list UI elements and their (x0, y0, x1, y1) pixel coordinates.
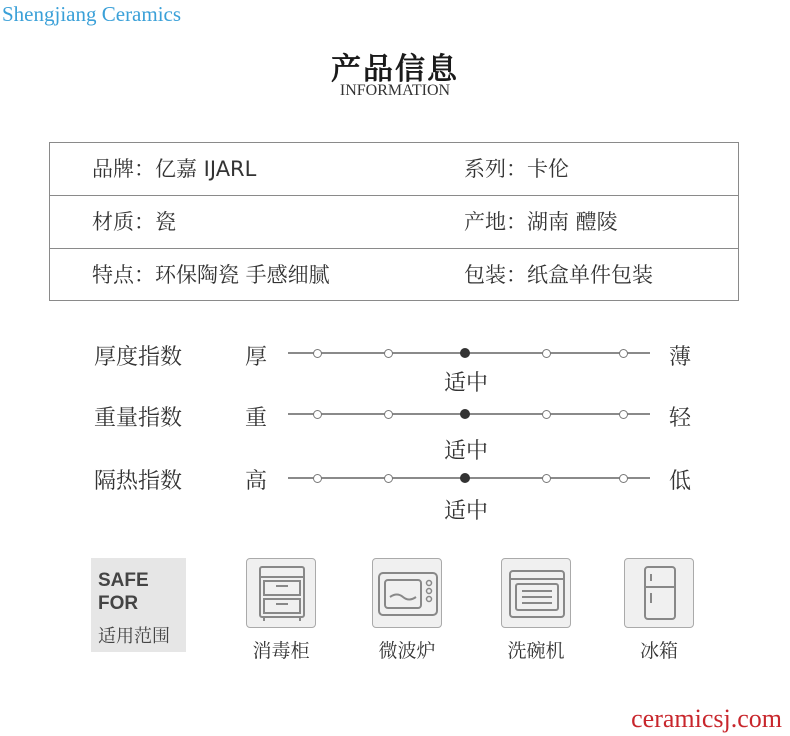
index-mid-label: 适中 (444, 439, 489, 464)
page-title: 产品信息 (331, 52, 459, 87)
safe-item-label: 消毒柜 (252, 640, 310, 662)
scale-dot (384, 410, 393, 419)
scale-dot (384, 349, 393, 358)
info-origin: 产地：湖南 醴陵 (464, 210, 618, 234)
scale-dot (313, 474, 322, 483)
info-series: 系列：卡伦 (464, 157, 569, 181)
index-mid-label: 适中 (444, 499, 489, 524)
safe-for-cn: 适用范围 (98, 626, 170, 647)
info-brand: 品牌：亿嘉 IJARL (92, 157, 257, 181)
safe-for-en (98, 569, 149, 615)
scale-dot (619, 474, 628, 483)
scale-dot (542, 410, 551, 419)
scale-dot (619, 349, 628, 358)
info-row (50, 196, 738, 249)
refrigerator-icon (624, 558, 694, 628)
microwave-icon (372, 558, 442, 628)
index-min-label: 重 (245, 406, 268, 431)
scale-dot (313, 349, 322, 358)
dishwasher-icon (501, 558, 571, 628)
safe-for-en-line2: FOR (98, 593, 139, 614)
safe-for-badge (91, 558, 186, 652)
index-label: 隔热指数 (94, 469, 183, 494)
safe-item-label: 冰箱 (639, 640, 678, 662)
index-label: 重量指数 (94, 406, 183, 431)
index-min-label: 厚 (245, 345, 268, 370)
index-label: 厚度指数 (94, 345, 183, 370)
scale-dot-active (460, 473, 470, 483)
scale-dot (542, 474, 551, 483)
safe-for-en-line1: SAFE (98, 570, 149, 591)
scale-dot-active (460, 409, 470, 419)
safe-item-label: 洗碗机 (507, 640, 565, 662)
scale-dot (313, 410, 322, 419)
index-max-label: 薄 (669, 345, 692, 370)
scale-dot (619, 410, 628, 419)
info-material: 材质：瓷 (92, 210, 176, 234)
index-max-label: 轻 (669, 406, 692, 431)
index-mid-label: 适中 (444, 371, 489, 396)
index-max-label: 低 (669, 469, 692, 494)
scale-dot (542, 349, 551, 358)
safe-item-label: 微波炉 (378, 640, 436, 662)
info-features: 特点：环保陶瓷 手感细腻 (92, 263, 330, 287)
info-table (49, 142, 739, 301)
info-packaging: 包装：纸盒单件包装 (464, 263, 653, 287)
index-min-label: 高 (245, 469, 268, 494)
info-row (50, 249, 738, 302)
info-row (50, 143, 738, 196)
watermark-top: Shengjiang Ceramics (2, 2, 182, 26)
page-subtitle: INFORMATION (339, 82, 451, 99)
sterilizer-cabinet-icon (246, 558, 316, 628)
scale-dot (384, 474, 393, 483)
scale-dot-active (460, 348, 470, 358)
watermark-bottom: ceramicsj.com (631, 704, 782, 733)
